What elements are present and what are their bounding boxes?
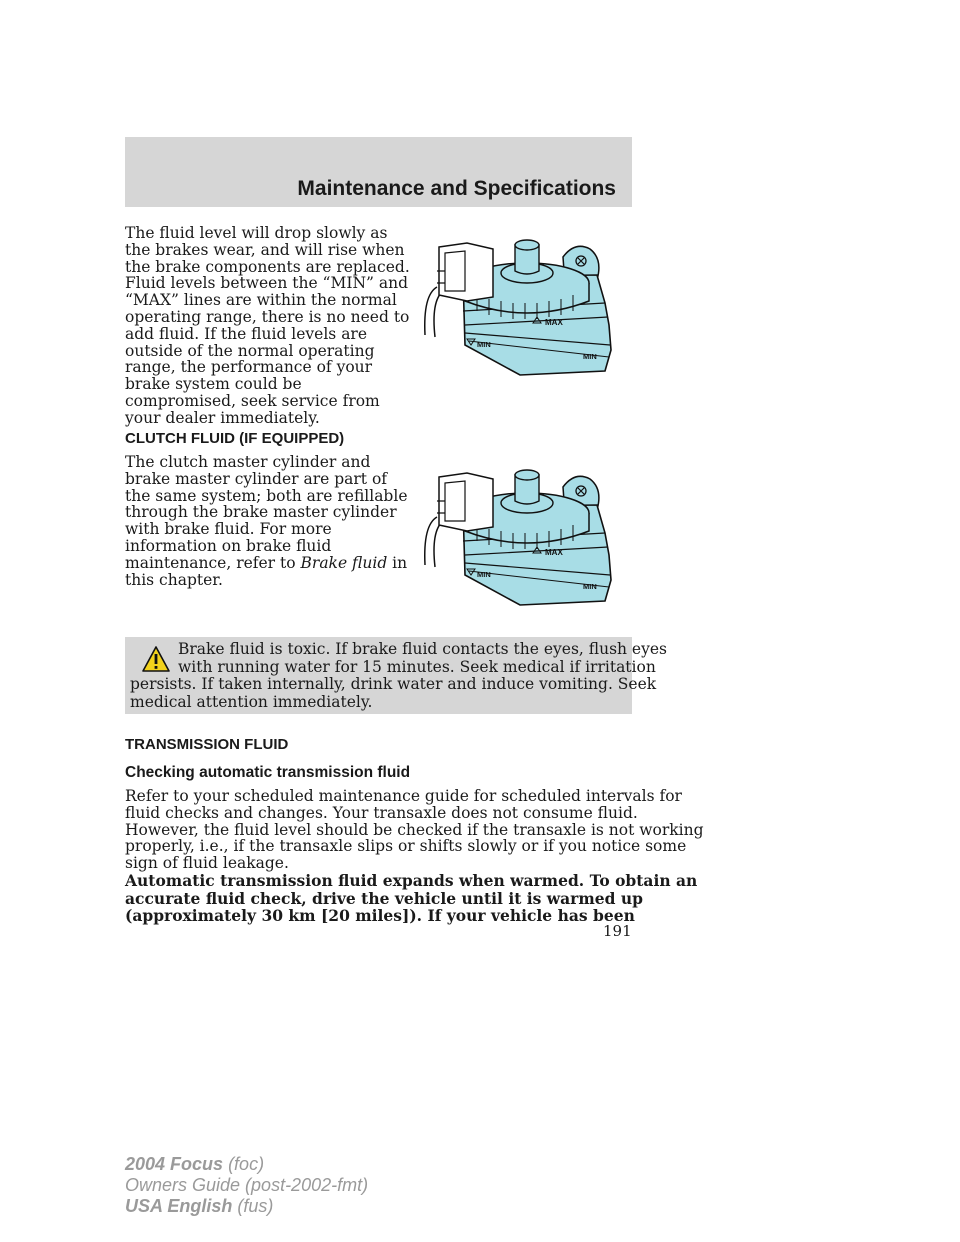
text-line [125, 553, 408, 572]
text-line: this chapter. [125, 570, 223, 589]
min-label-left: MIN [477, 570, 491, 579]
brake-fluid-paragraph [125, 224, 410, 427]
brake-reservoir-illustration-1 [415, 225, 620, 385]
text-line: through the brake master cylinder [125, 503, 397, 522]
text-line: “MAX” lines are within the normal [125, 291, 397, 310]
transmission-fluid-heading: TRANSMISSION FLUID [125, 736, 289, 753]
text-line: the same system; both are refillable [125, 486, 408, 505]
text-line: accurate fluid check, drive the vehicle until it is warmed up [125, 888, 643, 908]
brake-reservoir-illustration-2 [415, 455, 620, 615]
footer-language: USA English [125, 1196, 233, 1216]
document-footer [125, 1154, 368, 1217]
footer-code: (fus) [232, 1196, 274, 1216]
max-label: MAX [545, 318, 563, 327]
text-line: compromised, seek service from [125, 391, 380, 410]
text-line: operating range, there is no need to [125, 307, 410, 326]
warning-text [130, 640, 667, 711]
text-line: Brake fluid is toxic. If brake fluid contacts the eyes, flush eyes [178, 640, 667, 658]
transmission-bold-paragraph [125, 871, 698, 925]
brake-fluid-reference: Brake fluid [300, 553, 388, 572]
text-line: your dealer immediately. [125, 408, 320, 427]
warning-box [125, 637, 667, 714]
text-fragment: in [387, 553, 408, 572]
text-line: outside of the normal operating [125, 341, 375, 360]
text-line: (approximately 30 km [20 miles]). If your vehicle has been [125, 906, 635, 925]
transmission-subheading: Checking automatic transmission fluid [125, 764, 411, 781]
text-line: brake master cylinder are part of [125, 469, 388, 488]
text-line: fluid checks and changes. Your transaxle does not consume fluid. [125, 803, 638, 822]
text-line: However, the fluid level should be checked if the transaxle is not working [125, 820, 704, 839]
text-line: The clutch master cylinder and [125, 453, 371, 471]
page-number: 191 [603, 922, 632, 940]
text-line: properly, i.e., if the transaxle slips or shifts slowly or if you notice some [125, 837, 687, 856]
max-label: MAX [545, 548, 563, 557]
text-line: the brake components are replaced. [125, 257, 410, 276]
clutch-fluid-paragraph [125, 453, 408, 589]
text-line: sign of fluid leakage. [125, 854, 289, 873]
text-line: The fluid level will drop slowly as [125, 224, 388, 242]
min-label-right: MIN [583, 582, 597, 591]
text-line: with brake fluid. For more [125, 520, 332, 539]
text-line: Automatic transmission fluid expands when warmed. To obtain an [125, 871, 698, 890]
footer-line [125, 1154, 368, 1175]
text-line: range, the performance of your [125, 358, 373, 377]
min-label-right: MIN [583, 352, 597, 361]
text-fragment: maintenance, refer to [125, 553, 301, 572]
footer-model: 2004 Focus [125, 1154, 224, 1174]
footer-line: Owners Guide (post-2002-fmt) [125, 1175, 369, 1195]
text-line: add fluid. If the fluid levels are [125, 324, 368, 343]
clutch-fluid-heading: CLUTCH FLUID (IF EQUIPPED) [125, 430, 345, 447]
transmission-paragraph [125, 787, 704, 873]
footer-code: (foc) [223, 1154, 265, 1174]
min-label-left: MIN [477, 340, 491, 349]
text-line: Fluid levels between the “MIN” and [125, 274, 409, 293]
header-band [125, 137, 632, 207]
text-line: persists. If taken internally, drink water and induce vomiting. Seek [130, 675, 657, 693]
text-line: with running water for 15 minutes. Seek medical if irritation [178, 657, 656, 676]
page-title: Maintenance and Specifications [297, 177, 616, 200]
text-line: information on brake fluid [125, 536, 332, 555]
text-line: medical attention immediately. [130, 692, 373, 711]
text-line: the brakes wear, and will rise when [125, 240, 405, 259]
text-line: brake system could be [125, 375, 302, 394]
text-line: Refer to your scheduled maintenance guide for scheduled intervals for [125, 787, 682, 805]
footer-line [125, 1196, 368, 1217]
